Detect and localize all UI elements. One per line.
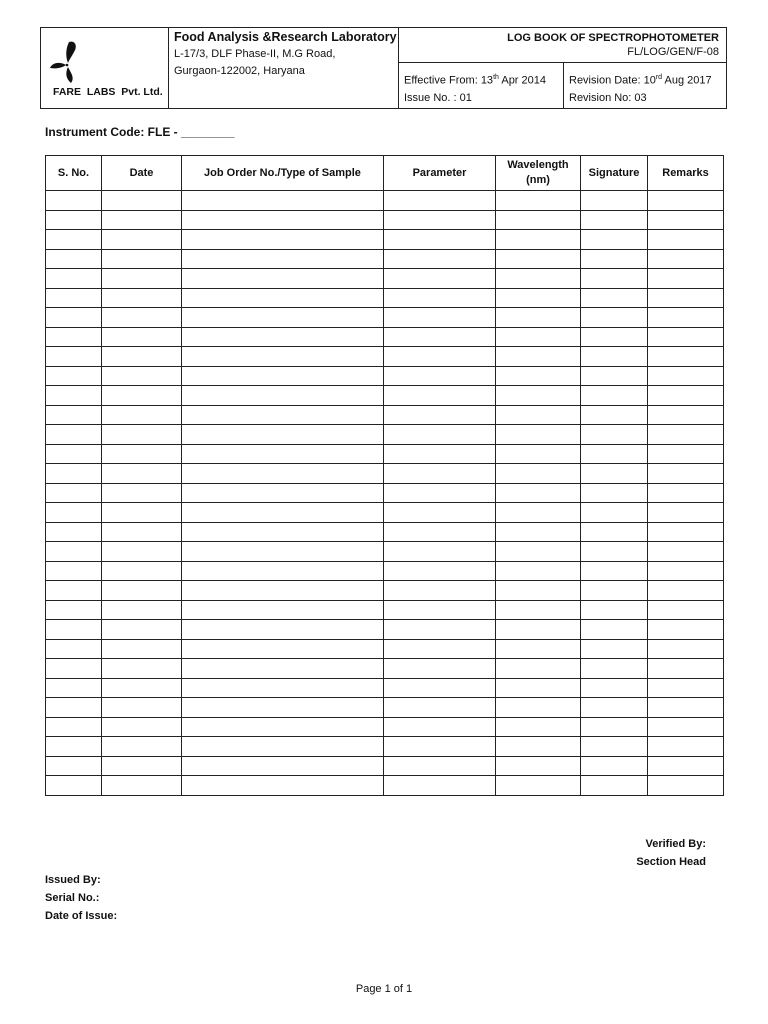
table-cell	[182, 405, 384, 425]
table-cell	[581, 659, 648, 679]
table-cell	[648, 776, 724, 796]
table-cell	[182, 581, 384, 601]
table-row	[46, 698, 724, 718]
table-cell	[182, 776, 384, 796]
table-cell	[496, 717, 581, 737]
logo-cell	[41, 28, 169, 108]
table-cell	[182, 288, 384, 308]
table-cell	[581, 561, 648, 581]
lab-name: Food Analysis &Research Laboratory	[174, 30, 397, 44]
table-cell	[581, 503, 648, 523]
table-cell	[182, 444, 384, 464]
table-row	[46, 444, 724, 464]
fare-labs-logo	[47, 40, 87, 84]
table-cell	[496, 659, 581, 679]
issue-number: Issue No. : 01	[404, 91, 472, 104]
table-cell	[384, 639, 496, 659]
table-cell	[46, 542, 102, 562]
table-cell	[102, 522, 182, 542]
table-cell	[182, 386, 384, 406]
table-cell	[648, 678, 724, 698]
table-cell	[648, 444, 724, 464]
table-row	[46, 737, 724, 757]
table-row	[46, 347, 724, 367]
table-cell	[496, 405, 581, 425]
table-cell	[581, 327, 648, 347]
table-cell	[581, 405, 648, 425]
table-cell	[384, 366, 496, 386]
table-cell	[496, 191, 581, 211]
table-cell	[46, 483, 102, 503]
table-cell	[581, 230, 648, 250]
column-header-job-order: Job Order No./Type of Sample	[182, 156, 384, 191]
table-cell	[182, 600, 384, 620]
table-cell	[581, 464, 648, 484]
table-cell	[648, 347, 724, 367]
table-cell	[384, 620, 496, 640]
table-cell	[648, 737, 724, 757]
table-cell	[46, 503, 102, 523]
table-cell	[46, 522, 102, 542]
verification-block	[636, 835, 706, 871]
revision-number: Revision No: 03	[569, 91, 647, 104]
table-cell	[496, 269, 581, 289]
table-cell	[648, 191, 724, 211]
table-cell	[384, 561, 496, 581]
table-cell	[384, 678, 496, 698]
table-cell	[496, 210, 581, 230]
column-header-sno: S. No.	[46, 156, 102, 191]
table-cell	[496, 698, 581, 718]
company-name: FARE LABS Pvt. Ltd.	[53, 86, 163, 98]
table-cell	[102, 639, 182, 659]
table-cell	[581, 542, 648, 562]
table-cell	[46, 717, 102, 737]
table-cell	[581, 698, 648, 718]
table-cell	[102, 444, 182, 464]
document-code: FL/LOG/GEN/F-08	[627, 46, 719, 58]
table-row	[46, 191, 724, 211]
table-cell	[102, 542, 182, 562]
table-cell	[581, 737, 648, 757]
table-cell	[102, 464, 182, 484]
table-cell	[496, 600, 581, 620]
table-cell	[648, 698, 724, 718]
table-cell	[648, 308, 724, 328]
table-cell	[182, 191, 384, 211]
table-cell	[384, 717, 496, 737]
table-cell	[46, 405, 102, 425]
table-cell	[581, 288, 648, 308]
table-cell	[182, 210, 384, 230]
table-cell	[182, 522, 384, 542]
log-table	[45, 155, 724, 796]
table-cell	[46, 756, 102, 776]
table-cell	[102, 386, 182, 406]
table-cell	[182, 269, 384, 289]
table-row	[46, 210, 724, 230]
table-cell	[46, 269, 102, 289]
table-cell	[46, 249, 102, 269]
table-cell	[581, 425, 648, 445]
table-cell	[384, 659, 496, 679]
table-cell	[46, 581, 102, 601]
table-cell	[46, 659, 102, 679]
table-cell	[384, 776, 496, 796]
table-cell	[46, 425, 102, 445]
table-row	[46, 639, 724, 659]
table-row	[46, 425, 724, 445]
table-cell	[496, 776, 581, 796]
table-cell	[46, 308, 102, 328]
table-cell	[102, 737, 182, 757]
table-cell	[496, 503, 581, 523]
table-cell	[581, 347, 648, 367]
table-cell	[102, 581, 182, 601]
table-cell	[182, 347, 384, 367]
table-row	[46, 542, 724, 562]
column-header-date: Date	[102, 156, 182, 191]
table-cell	[102, 620, 182, 640]
table-cell	[648, 561, 724, 581]
table-cell	[648, 717, 724, 737]
table-cell	[384, 327, 496, 347]
table-cell	[46, 600, 102, 620]
table-cell	[384, 581, 496, 601]
table-row	[46, 717, 724, 737]
column-header-wavelength: Wavelength (nm)	[496, 156, 581, 191]
table-cell	[46, 230, 102, 250]
table-cell	[496, 308, 581, 328]
table-cell	[182, 308, 384, 328]
table-cell	[384, 191, 496, 211]
table-cell	[102, 483, 182, 503]
table-cell	[648, 425, 724, 445]
table-cell	[182, 503, 384, 523]
table-cell	[496, 620, 581, 640]
table-row	[46, 503, 724, 523]
table-cell	[496, 425, 581, 445]
table-cell	[182, 425, 384, 445]
log-table-body	[46, 191, 724, 796]
table-cell	[384, 756, 496, 776]
table-cell	[384, 464, 496, 484]
table-cell	[182, 639, 384, 659]
table-cell	[581, 776, 648, 796]
table-cell	[182, 249, 384, 269]
serial-no-label: Serial No.:	[45, 892, 100, 904]
table-cell	[46, 620, 102, 640]
table-cell	[496, 327, 581, 347]
table-cell	[648, 503, 724, 523]
table-cell	[384, 210, 496, 230]
table-cell	[46, 678, 102, 698]
table-cell	[46, 347, 102, 367]
table-cell	[496, 444, 581, 464]
table-cell	[384, 425, 496, 445]
title-cell	[399, 28, 726, 63]
table-row	[46, 269, 724, 289]
lab-info-cell	[169, 28, 399, 108]
table-cell	[496, 581, 581, 601]
table-cell	[384, 503, 496, 523]
table-cell	[581, 581, 648, 601]
table-cell	[102, 269, 182, 289]
table-cell	[648, 639, 724, 659]
table-cell	[384, 230, 496, 250]
table-cell	[46, 444, 102, 464]
table-cell	[102, 678, 182, 698]
address-line-1: L-17/3, DLF Phase-II, M.G Road,	[174, 48, 336, 60]
instrument-code-label: Instrument Code: FLE - ________	[45, 125, 235, 139]
table-cell	[182, 717, 384, 737]
table-cell	[384, 386, 496, 406]
revision-date: Revision Date: 10rd Aug 2017	[569, 74, 712, 87]
table-cell	[102, 698, 182, 718]
table-row	[46, 366, 724, 386]
column-header-signature: Signature	[581, 156, 648, 191]
table-cell	[102, 717, 182, 737]
table-cell	[102, 776, 182, 796]
table-cell	[102, 756, 182, 776]
table-cell	[648, 210, 724, 230]
table-cell	[182, 737, 384, 757]
table-cell	[182, 542, 384, 562]
table-cell	[581, 210, 648, 230]
table-cell	[46, 561, 102, 581]
table-cell	[648, 249, 724, 269]
table-cell	[102, 308, 182, 328]
table-cell	[384, 698, 496, 718]
table-cell	[648, 620, 724, 640]
table-cell	[496, 542, 581, 562]
table-row	[46, 386, 724, 406]
table-row	[46, 308, 724, 328]
table-cell	[46, 386, 102, 406]
table-cell	[581, 717, 648, 737]
table-cell	[46, 639, 102, 659]
table-cell	[182, 698, 384, 718]
table-cell	[46, 776, 102, 796]
table-cell	[384, 600, 496, 620]
table-row	[46, 405, 724, 425]
table-cell	[384, 249, 496, 269]
table-row	[46, 483, 724, 503]
section-head-label: Section Head	[636, 856, 706, 868]
table-cell	[648, 756, 724, 776]
table-cell	[46, 191, 102, 211]
table-cell	[648, 483, 724, 503]
table-cell	[102, 405, 182, 425]
table-cell	[182, 678, 384, 698]
table-cell	[496, 737, 581, 757]
table-cell	[384, 405, 496, 425]
table-cell	[384, 444, 496, 464]
table-cell	[46, 366, 102, 386]
table-cell	[648, 405, 724, 425]
table-cell	[102, 561, 182, 581]
table-cell	[182, 366, 384, 386]
table-cell	[496, 464, 581, 484]
table-cell	[648, 386, 724, 406]
table-cell	[102, 659, 182, 679]
verified-by-label: Verified By:	[645, 838, 706, 850]
table-cell	[648, 230, 724, 250]
table-cell	[648, 659, 724, 679]
table-row	[46, 776, 724, 796]
table-cell	[102, 503, 182, 523]
table-row	[46, 561, 724, 581]
table-cell	[581, 386, 648, 406]
table-cell	[581, 483, 648, 503]
table-cell	[182, 659, 384, 679]
table-cell	[102, 210, 182, 230]
table-row	[46, 659, 724, 679]
table-cell	[648, 581, 724, 601]
table-header-row	[46, 156, 724, 191]
table-row	[46, 620, 724, 640]
table-cell	[581, 620, 648, 640]
table-cell	[182, 327, 384, 347]
table-cell	[384, 308, 496, 328]
table-cell	[496, 483, 581, 503]
table-cell	[384, 269, 496, 289]
table-cell	[496, 561, 581, 581]
table-cell	[182, 483, 384, 503]
table-cell	[102, 249, 182, 269]
table-cell	[496, 288, 581, 308]
table-cell	[182, 230, 384, 250]
table-cell	[384, 483, 496, 503]
table-cell	[182, 561, 384, 581]
column-header-parameter: Parameter	[384, 156, 496, 191]
table-cell	[648, 542, 724, 562]
table-cell	[496, 366, 581, 386]
table-cell	[102, 600, 182, 620]
table-cell	[581, 269, 648, 289]
table-cell	[496, 230, 581, 250]
table-row	[46, 600, 724, 620]
table-cell	[648, 522, 724, 542]
table-cell	[102, 327, 182, 347]
table-cell	[496, 639, 581, 659]
table-cell	[581, 600, 648, 620]
table-row	[46, 249, 724, 269]
table-cell	[581, 639, 648, 659]
table-row	[46, 230, 724, 250]
table-cell	[384, 737, 496, 757]
table-cell	[648, 366, 724, 386]
date-of-issue-label: Date of Issue:	[45, 910, 118, 922]
table-cell	[581, 522, 648, 542]
table-row	[46, 756, 724, 776]
table-cell	[182, 756, 384, 776]
table-row	[46, 522, 724, 542]
issue-block	[45, 871, 117, 925]
page-number: Page 1 of 1	[355, 983, 413, 995]
table-cell	[496, 249, 581, 269]
document-header	[40, 27, 727, 109]
table-cell	[581, 366, 648, 386]
table-cell	[384, 288, 496, 308]
table-cell	[581, 678, 648, 698]
table-row	[46, 288, 724, 308]
table-cell	[496, 756, 581, 776]
table-cell	[384, 522, 496, 542]
table-cell	[46, 698, 102, 718]
table-cell	[384, 542, 496, 562]
revision-cell	[564, 63, 726, 108]
effective-date: Effective From: 13th Apr 2014	[404, 74, 546, 87]
table-cell	[46, 464, 102, 484]
table-cell	[496, 678, 581, 698]
table-cell	[581, 444, 648, 464]
effective-cell	[399, 63, 564, 108]
table-cell	[182, 620, 384, 640]
table-cell	[648, 327, 724, 347]
issued-by-label: Issued By:	[45, 874, 101, 886]
column-header-remarks: Remarks	[648, 156, 724, 191]
table-cell	[46, 737, 102, 757]
table-cell	[496, 522, 581, 542]
table-cell	[102, 230, 182, 250]
table-row	[46, 678, 724, 698]
table-cell	[496, 386, 581, 406]
table-cell	[46, 288, 102, 308]
table-cell	[46, 327, 102, 347]
table-cell	[648, 600, 724, 620]
table-row	[46, 464, 724, 484]
table-cell	[648, 464, 724, 484]
table-cell	[102, 191, 182, 211]
table-cell	[496, 347, 581, 367]
table-cell	[581, 191, 648, 211]
table-cell	[581, 249, 648, 269]
table-cell	[581, 756, 648, 776]
table-cell	[384, 347, 496, 367]
table-cell	[648, 288, 724, 308]
address-line-2: Gurgaon-122002, Haryana	[174, 65, 305, 77]
table-cell	[102, 288, 182, 308]
table-row	[46, 581, 724, 601]
table-cell	[581, 308, 648, 328]
table-cell	[46, 210, 102, 230]
table-cell	[648, 269, 724, 289]
table-cell	[102, 425, 182, 445]
table-cell	[182, 464, 384, 484]
document-title: LOG BOOK OF SPECTROPHOTOMETER	[507, 32, 719, 44]
table-cell	[102, 347, 182, 367]
table-row	[46, 327, 724, 347]
table-cell	[102, 366, 182, 386]
